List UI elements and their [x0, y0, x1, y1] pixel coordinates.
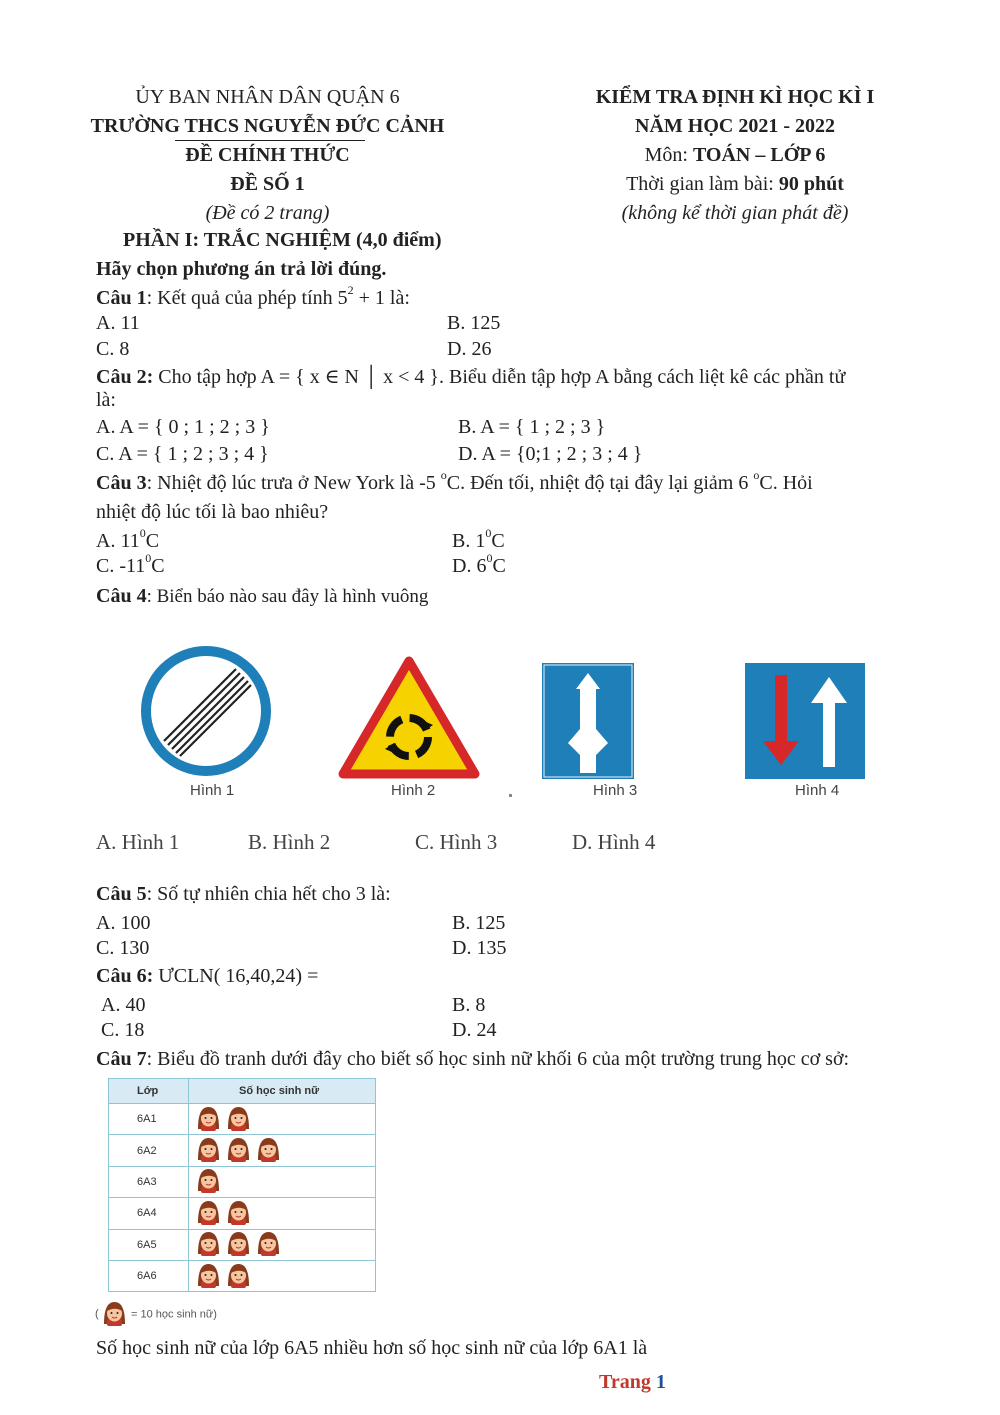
pictograph-row: [109, 1104, 376, 1135]
q5-option-c: C. 130: [96, 937, 150, 959]
sign-1-caption: Hình 1: [190, 782, 235, 799]
q3-option-a: A. $11^0C$: [96, 526, 160, 552]
q1-option-a: A. 11: [96, 312, 140, 334]
q6-option-a: A. 40: [101, 994, 146, 1016]
time-note: (không kể thời gian phát đề): [621, 202, 849, 224]
q4-option-d: D. Hình 4: [572, 830, 656, 854]
header-district: ỦY BAN NHÂN DÂN QUẬN 6: [135, 86, 400, 108]
q6-option-c: C. 18: [101, 1019, 145, 1041]
girl-face-icon: [195, 1136, 222, 1165]
header-underline: [175, 140, 365, 141]
sign-3-image: [542, 663, 634, 779]
pictograph-legend: ( = 10 học sinh nữ): [95, 1300, 217, 1329]
question-4: Câu 4: Biển báo nào sau đây là hình vuông: [96, 585, 429, 607]
pictograph-class-label: 6A5: [109, 1229, 189, 1260]
pictograph-class-label: 6A4: [109, 1198, 189, 1229]
q5-option-a: A. 100: [96, 912, 151, 934]
header-exam-number: ĐỀ SỐ 1: [230, 173, 305, 195]
girl-face-icon: [195, 1262, 222, 1291]
question-2-cont: là:: [96, 389, 116, 411]
girl-face-icon: [195, 1230, 222, 1259]
q2-option-a: A. A = { 0 ; 1 ; 2 ; 3 }: [96, 416, 270, 438]
pictograph-header-row: [109, 1079, 376, 1104]
pictograph-row: [109, 1229, 376, 1260]
header-left: [60, 83, 475, 228]
pictograph-row: [109, 1260, 376, 1291]
stray-dot: [509, 794, 512, 797]
pictograph-class-label: 6A3: [109, 1166, 189, 1197]
girl-face-icon: [195, 1199, 222, 1228]
header-right: [535, 83, 935, 228]
page-footer: Trang 1: [599, 1371, 666, 1393]
girl-face-icon: [255, 1136, 282, 1165]
question-3-cont: nhiệt độ lúc tối là bao nhiêu?: [96, 501, 329, 523]
girl-face-icon: [195, 1105, 222, 1134]
girl-face-icon: [225, 1199, 252, 1228]
q1-option-b: B. 125: [447, 312, 501, 334]
question-7: Câu 7: Biểu đồ tranh dưới đây cho biết số học sinh nữ khối 6 của một trường trung học cơ sở:: [96, 1048, 850, 1070]
sign-3-caption: Hình 3: [593, 782, 638, 799]
question-2: Câu 2: Cho tập hợp A = { x ∈ N │ x < 4 }. Biểu diễn tập hợp A bằng cách liệt kê các phần tử: [96, 366, 846, 388]
girl-face-icon: [225, 1262, 252, 1291]
instruction: Hãy chọn phương án trả lời đúng.: [96, 258, 387, 280]
q6-option-d: D. 24: [452, 1019, 497, 1041]
time-line: Thời gian làm bài: 90 phút: [626, 173, 844, 195]
girl-face-icon: [225, 1136, 252, 1165]
girl-face-icon: [101, 1300, 128, 1329]
pictograph-table: [108, 1078, 376, 1292]
sign-1-image: [140, 645, 272, 777]
question-3: Câu 3: Nhiệt độ lúc trưa ở New York là -5 $^o$C. Đến tối, nhiệt độ tại đây lại giảm 6 $^o$C. Hỏi: [96, 468, 813, 494]
pictograph-row: [109, 1166, 376, 1197]
sign-2-image: [338, 655, 480, 780]
q3-option-d: D. $6^0C$: [452, 551, 506, 577]
q4-option-c: C. Hình 3: [415, 830, 498, 854]
pictograph-class-label: 6A2: [109, 1135, 189, 1166]
pictograph-icons-cell: [189, 1260, 376, 1291]
question-1: Câu 1: Kết quả của phép tính $5^2 + 1$ là:: [96, 283, 410, 309]
pictograph-row: [109, 1135, 376, 1166]
q3-option-b: B. $1^0C$: [452, 526, 505, 552]
pictograph-row: [109, 1198, 376, 1229]
q3-option-c: C. $-11^0C$: [96, 551, 165, 577]
exam-title: KIỂM TRA ĐỊNH KÌ HỌC KÌ I: [595, 86, 875, 108]
pictograph-icons-cell: [189, 1229, 376, 1260]
q6-option-b: B. 8: [452, 994, 486, 1016]
girl-face-icon: [255, 1230, 282, 1259]
question-5: Câu 5: Số tự nhiên chia hết cho 3 là:: [96, 883, 391, 905]
pictograph-col-count: Số học sinh nữ: [189, 1079, 376, 1104]
q5-option-d: D. 135: [452, 937, 507, 959]
section-title: PHẦN I: TRẮC NGHIỆM (4,0 điểm): [123, 229, 442, 251]
question-6: Câu 6: ƯCLN( 16,40,24) =: [96, 965, 319, 987]
pictograph-class-label: 6A6: [109, 1260, 189, 1291]
header-school: TRƯỜNG THCS NGUYỄN ĐỨC CẢNH: [90, 115, 445, 137]
q4-option-b: B. Hình 2: [248, 830, 331, 854]
q2-option-d: D. A = {0;1 ; 2 ; 3 ; 4 }: [458, 443, 643, 465]
q1-option-c: C. 8: [96, 338, 130, 360]
pictograph-class-label: 6A1: [109, 1104, 189, 1135]
subject-line: Môn: TOÁN – LỚP 6: [644, 144, 826, 166]
q2-option-c: C. A = { 1 ; 2 ; 3 ; 4 }: [96, 443, 269, 465]
q5-option-b: B. 125: [452, 912, 506, 934]
header-official: ĐỀ CHÍNH THỨC: [185, 144, 350, 166]
header-pages-note: (Đề có 2 trang): [205, 202, 330, 224]
pictograph-icons-cell: [189, 1166, 376, 1197]
girl-face-icon: [225, 1105, 252, 1134]
sign-4-caption: Hình 4: [795, 782, 840, 799]
school-year: NĂM HỌC 2021 - 2022: [635, 115, 835, 137]
sign-2-caption: Hình 2: [391, 782, 436, 799]
q1-option-d: D. 26: [447, 338, 492, 360]
girl-face-icon: [195, 1167, 222, 1196]
question-7-prompt: Số học sinh nữ của lớp 6A5 nhiều hơn số học sinh nữ của lớp 6A1 là: [96, 1337, 648, 1359]
q4-option-a: A. Hình 1: [96, 830, 180, 854]
pictograph-icons-cell: [189, 1198, 376, 1229]
sign-4-image: [745, 663, 865, 779]
q2-option-b: B. A = { 1 ; 2 ; 3 }: [458, 416, 606, 438]
pictograph-col-class: Lớp: [109, 1079, 189, 1104]
girl-face-icon: [225, 1230, 252, 1259]
pictograph-icons-cell: [189, 1104, 376, 1135]
pictograph-icons-cell: [189, 1135, 376, 1166]
